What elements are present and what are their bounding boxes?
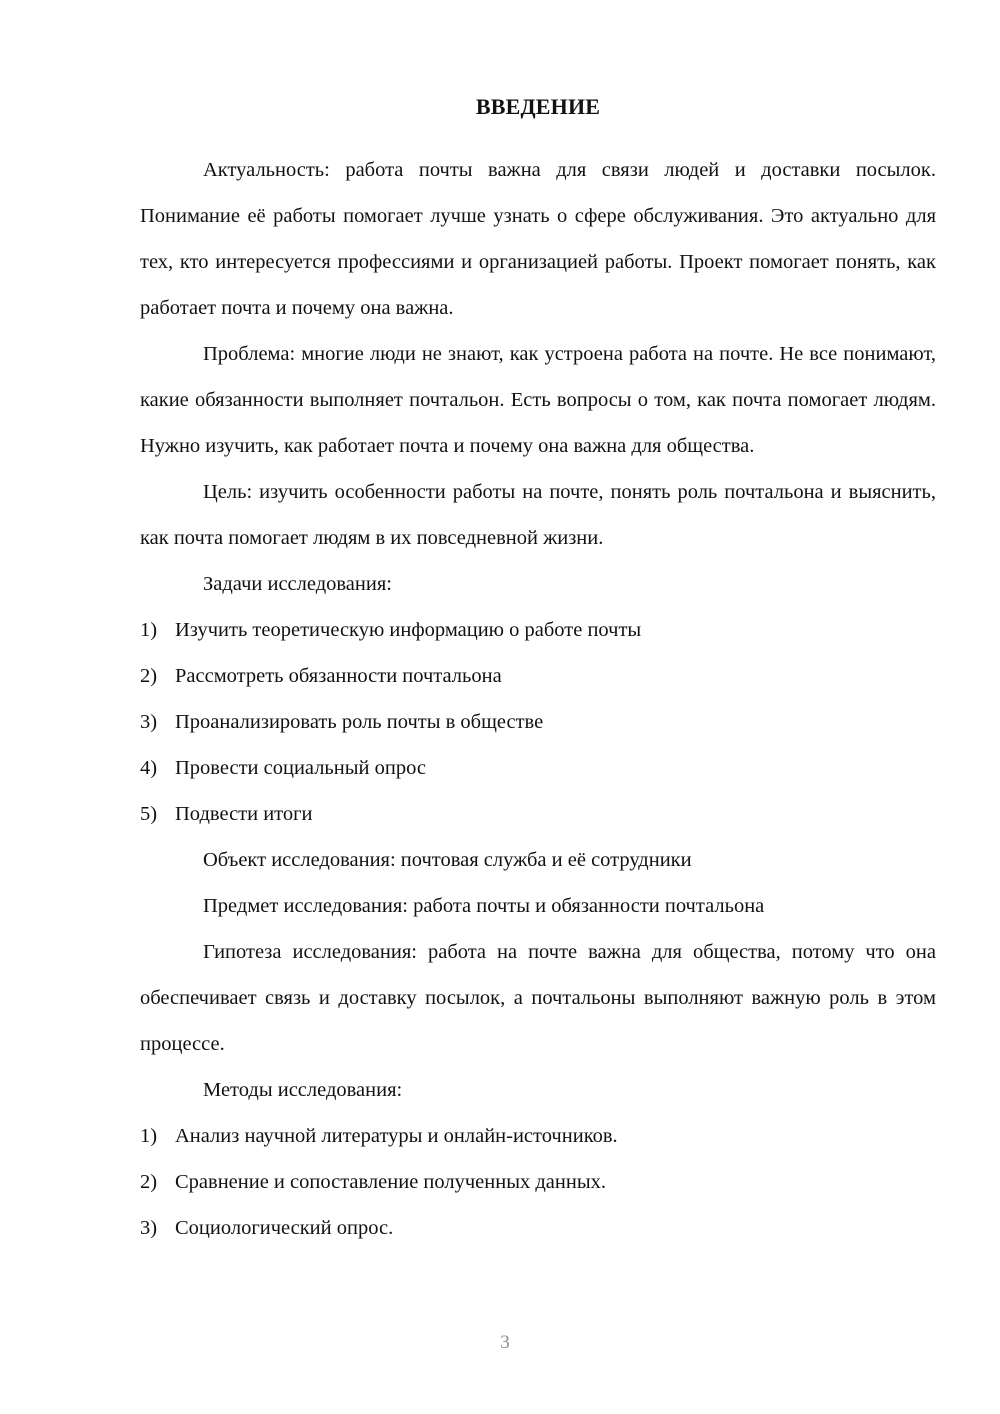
list-item-number: 4) [140,757,158,780]
list-item [140,1113,936,1159]
paragraph-subject: Предмет исследования: работа почты и обязанности почтальона [203,895,765,918]
list-item-number: 1) [140,1125,158,1148]
tasks-heading: Задачи исследования: [203,573,392,596]
list-item-label: Социологический опрос. [175,1217,394,1240]
paragraph-object: Объект исследования: почтовая служба и её сотрудники [203,849,692,872]
list-item-number: 1) [140,619,158,642]
list-item-number: 2) [140,1171,158,1194]
list-item [140,653,936,699]
list-item-label: Изучить теоретическую информацию о работе почты [175,619,642,642]
methods-heading: Методы исследования: [203,1079,403,1102]
page-content [140,0,936,1251]
list-item [140,1205,936,1251]
methods-list [140,1113,936,1251]
list-item [140,607,936,653]
paragraph-goal: Цель: изучить особенности работы на почте, понять роль почтальона и выяснить, как почта помогает людям в их повседневной жизни. [140,481,936,550]
list-item-label: Анализ научной литературы и онлайн-источников. [175,1125,618,1148]
paragraph-relevance: Актуальность: работа почты важна для связи людей и доставки посылок. Понимание её работы помогает лучше узнать о сфере обслуживания. Это актуально для тех, кто интересуется профессиями и организацией работы. Проект помогает понять, как работает почта и почему она важна. [140,159,936,320]
list-item-label: Рассмотреть обязанности почтальона [175,665,502,688]
paragraph-problem: Проблема: многие люди не знают, как устроена работа на почте. Не все понимают, какие обязанности выполняет почтальон. Есть вопросы о том, как почта помогает людям. Нужно изучить, как работает почта и почему она важна для общества. [140,343,936,458]
list-item-label: Провести социальный опрос [175,757,426,780]
list-item [140,1159,936,1205]
page-number: 3 [500,1332,510,1353]
list-item [140,699,936,745]
tasks-list [140,607,936,837]
list-item-number: 2) [140,665,158,688]
list-item-label: Подвести итоги [175,803,313,826]
list-item [140,745,936,791]
paragraph-hypothesis: Гипотеза исследования: работа на почте важна для общества, потому что она обеспечивает связь и доставку посылок, а почтальоны выполняют важную роль в этом процессе. [140,941,936,1056]
list-item-number: 3) [140,711,158,734]
list-item-number: 5) [140,803,158,826]
list-item-number: 3) [140,1217,158,1240]
list-item-label: Проанализировать роль почты в обществе [175,711,544,734]
list-item [140,791,936,837]
page-title: ВВЕДЕНИЕ [475,94,601,119]
list-item-label: Сравнение и сопоставление полученных данных. [175,1171,606,1194]
